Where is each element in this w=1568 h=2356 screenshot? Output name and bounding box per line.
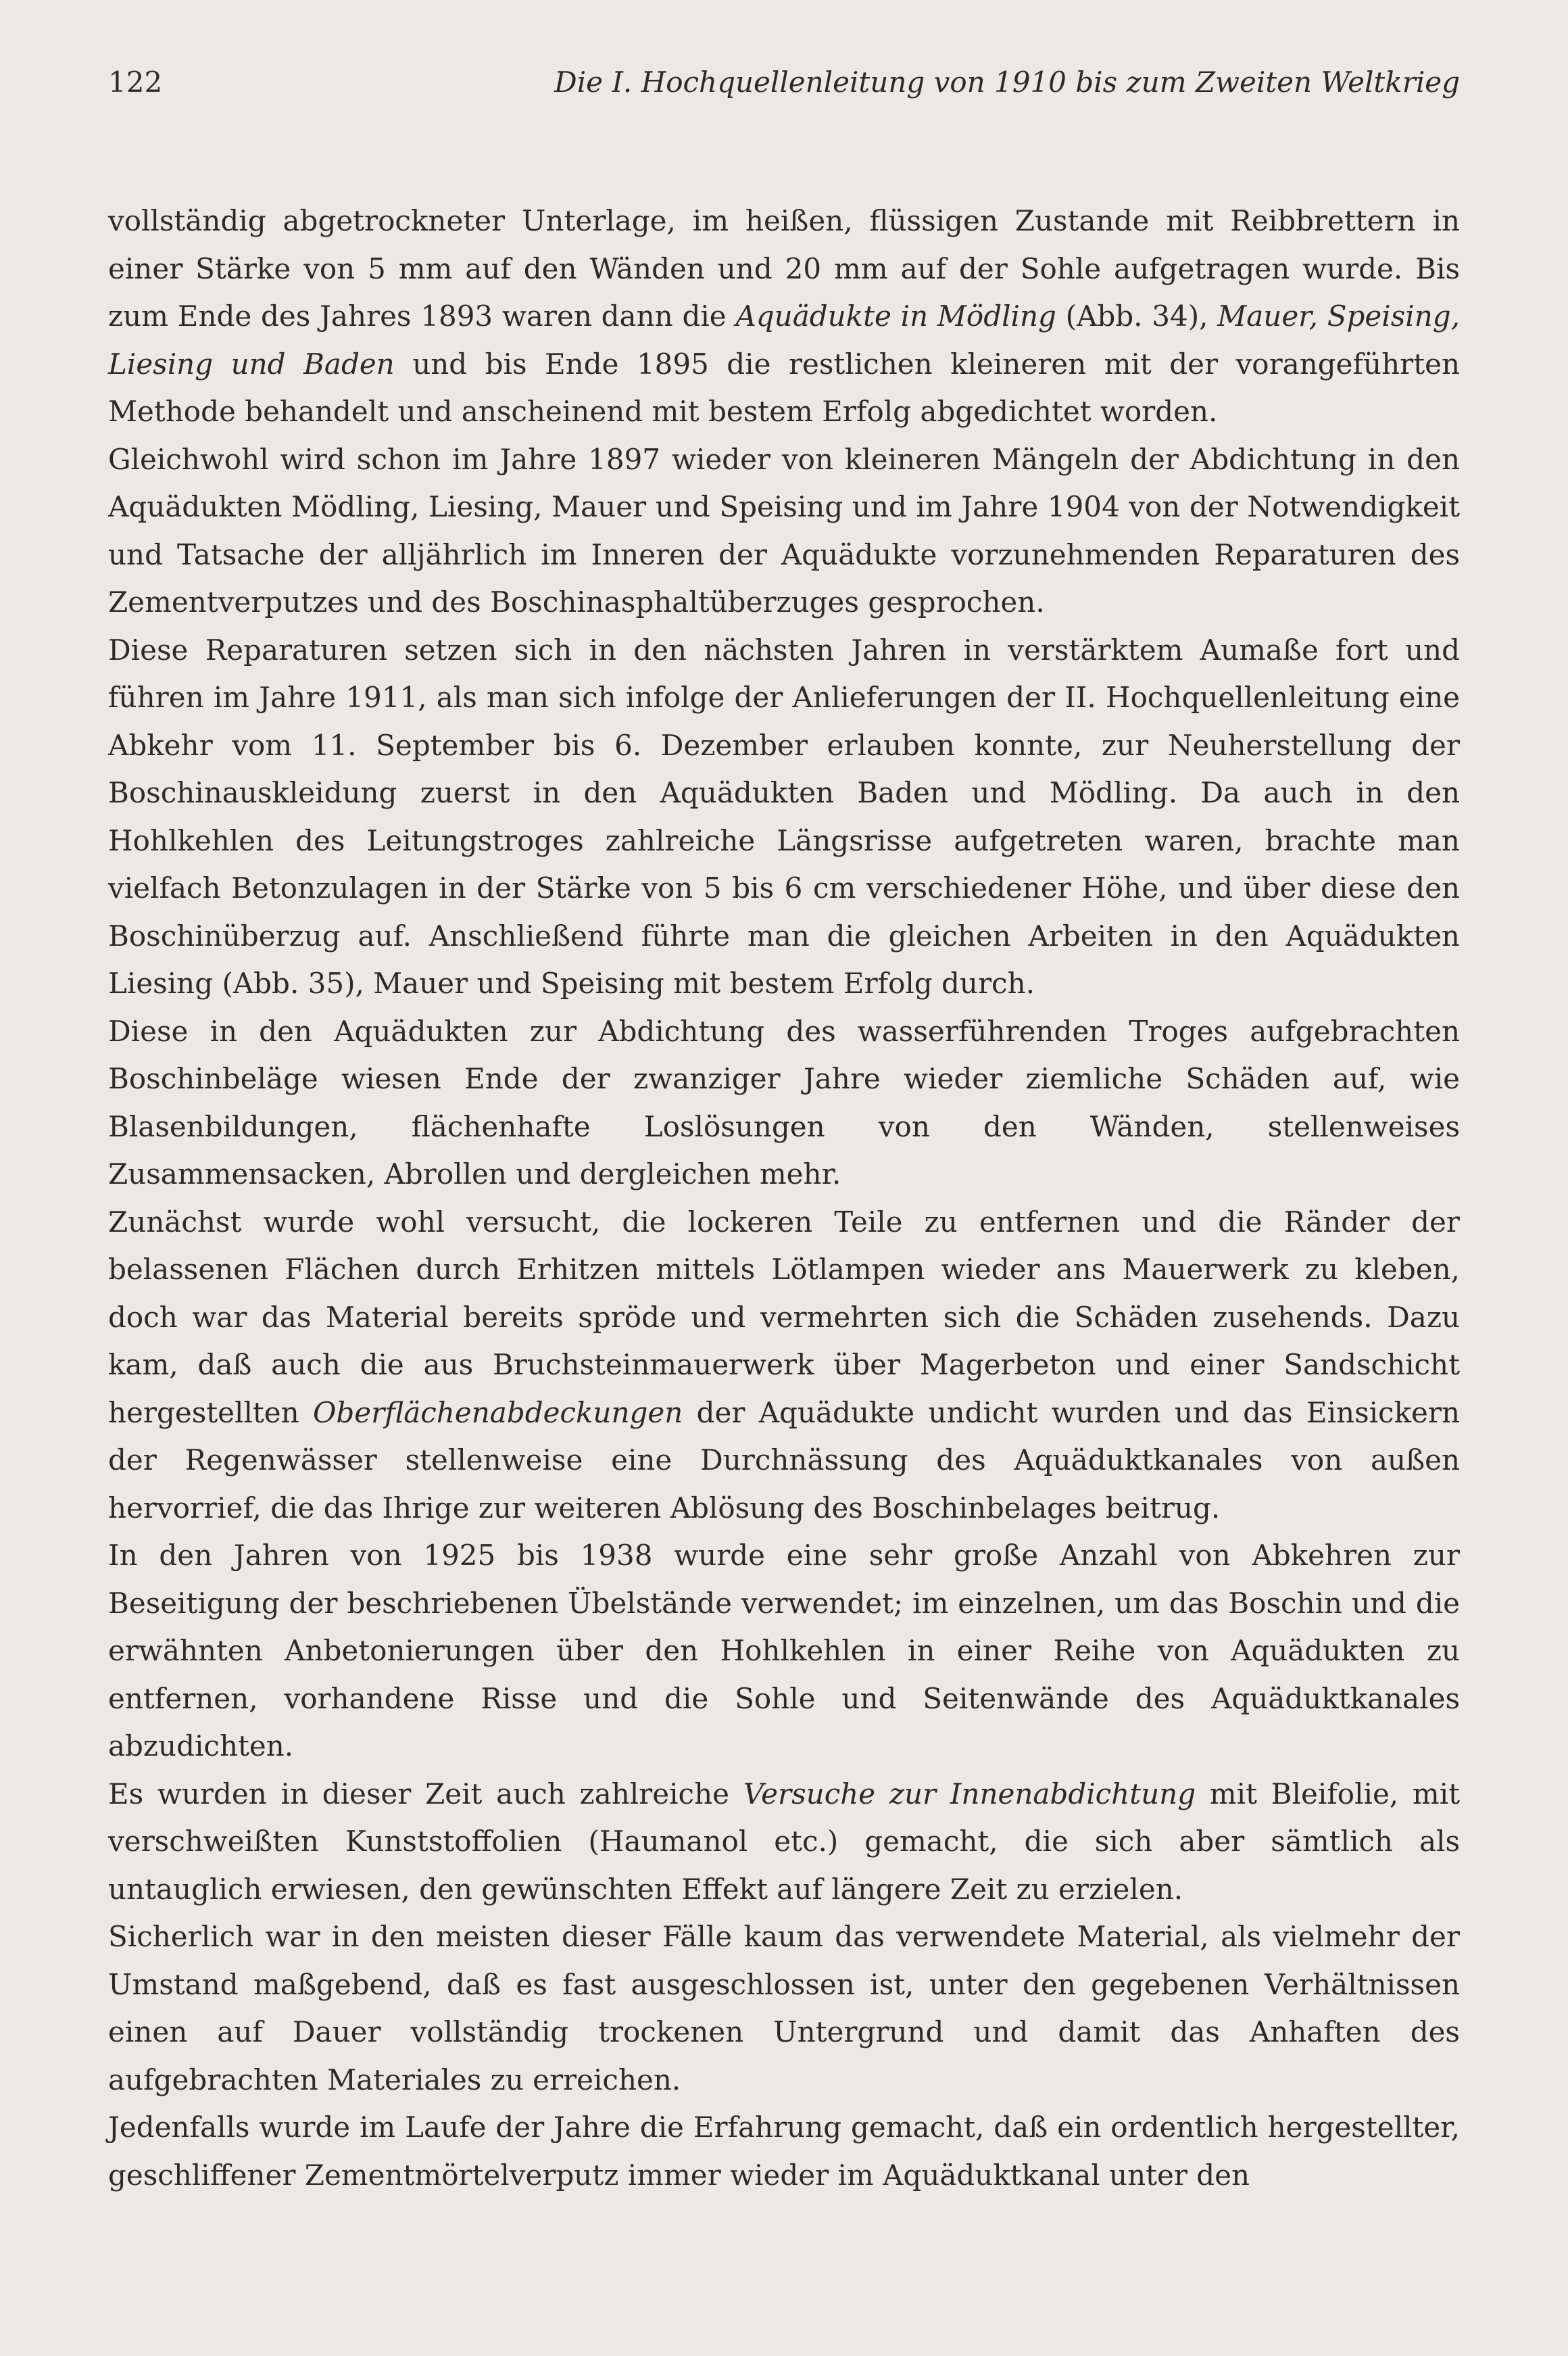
page-header bbox=[108, 62, 1460, 103]
italic-term: Versuche zur Innenabdichtung bbox=[743, 1777, 1196, 1810]
italic-term: Aquädukte in Mödling bbox=[735, 299, 1056, 333]
running-title: Die I. Hochquellenleitung von 1910 bis zum Zweiten Weltkrieg bbox=[554, 66, 1460, 99]
paragraph-5: Zunächst wurde wohl versucht, die lockeren Teile zu entfernen und die Ränder der belassenen Flächen durch Erhitzen mittels Lötlampen wieder ans Mauerwerk zu kleben, doch war das Material bereits spröde und vermehrten sich die Schäden zusehends. Dazu kam, daß auch die aus Bruchsteinmauerwerk über Magerbeton und einer Sandschicht hergestellten Oberflächenabdeckungen der Aquädukte undicht wurden und das Einsickern der Regenwässer stellenweise eine Durchnässung des Aquäduktkanales von außen hervorrief, die das Ihrige zur weiteren Ablösung des Boschinbelages beitrug. bbox=[108, 1205, 1461, 1524]
paragraph-1: vollständig abgetrockneter Unterlage, im heißen, flüssigen Zustande mit Reibbrettern in einer Stärke von 5 mm auf den Wänden und 20 mm auf der Sohle aufgetragen wurde. Bis zum Ende des Jahres 1893 waren dann die Aquädukte in Mödling (Abb. 34), Mauer, Speising, Liesing und Baden und bis Ende 1895 die restlichen kleineren mit der vorangeführten Methode behandelt und anscheinend mit bestem Erfolg abgedichtet worden. bbox=[108, 204, 1460, 428]
page-number: 122 bbox=[108, 66, 163, 99]
italic-term: Oberflächenabdeckungen bbox=[312, 1395, 683, 1429]
paragraph-3: Diese Reparaturen setzen sich in den nächsten Jahren in verstärktem Aumaße fort und führen im Jahre 1911, als man sich infolge der Anlieferungen der II. Hochquellenleitung eine Abkehr vom 11. September bis 6. Dezember erlauben konnte, zur Neuherstellung der Boschinauskleidung zuerst in den Aquädukten Baden und Mödling. Da auch in den Hohlkehlen des Leitungstroges zahlreiche Längsrisse aufgetreten waren, brachte man vielfach Betonzulagen in der Stärke von 5 bis 6 cm verschiedener Höhe, und über diese den Boschinüberzug auf. Anschließend führte man die gleichen Arbeiten in den Aquädukten Liesing (Abb. 35), Mauer und Speising mit bestem Erfolg durch. bbox=[108, 633, 1460, 1000]
paragraph-9: Jedenfalls wurde im Laufe der Jahre die Erfahrung gemacht, daß ein ordentlich hergestellter, geschliffener Zementmörtelverputz immer wieder im Aquäduktkanal unter den bbox=[108, 2111, 1460, 2192]
paragraph-2: Gleichwohl wird schon im Jahre 1897 wieder von kleineren Mängeln der Abdichtung in den Aquädukten Mödling, Liesing, Mauer und Speising und im Jahre 1904 von der Notwendigkeit und Tatsache der alljährlich im Inneren der Aquädukte vorzunehmenden Reparaturen des Zementverputzes und des Boschinasphaltüberzuges gesprochen. bbox=[108, 442, 1460, 619]
paragraph-6: In den Jahren von 1925 bis 1938 wurde eine sehr große Anzahl von Abkehren zur Beseitigung der beschriebenen Übelstände verwendet; im einzelnen, um das Boschin und die erwähnten Anbetonierungen über den Hohlkehlen in einer Reihe von Aquädukten zu entfernen, vorhandene Risse und die Sohle und Seitenwände des Aquäduktkanales abzudichten. bbox=[108, 1539, 1460, 1762]
paragraph-8: Sicherlich war in den meisten dieser Fälle kaum das verwendete Material, als vielmehr der Umstand maßgebend, daß es fast ausgeschlossen ist, unter den gegebenen Verhältnissen einen auf Dauer vollständig trockenen Untergrund und damit das Anhaften des aufgebrachten Materiales zu erreichen. bbox=[108, 1920, 1460, 2096]
body-text bbox=[108, 197, 1460, 2199]
paragraph-4: Diese in den Aquädukten zur Abdichtung des wasserführenden Troges aufgebrachten Boschinbeläge wiesen Ende der zwanziger Jahre wieder ziemliche Schäden auf, wie Blasenbildungen, flächenhafte Loslösungen von den Wänden, stellenweises Zusammensacken, Abrollen und dergleichen mehr. bbox=[108, 1014, 1460, 1191]
paragraph-7: Es wurden in dieser Zeit auch zahlreiche Versuche zur Innenabdichtung mit Bleifolie, mit verschweißten Kunststoffolien (Haumanol etc.) gemacht, die sich aber sämtlich als untauglich erwiesen, den gewünschten Effekt auf längere Zeit zu erzielen. bbox=[108, 1777, 1461, 1906]
italic-term: Mauer, Speising, Liesing und Baden bbox=[108, 299, 1460, 381]
